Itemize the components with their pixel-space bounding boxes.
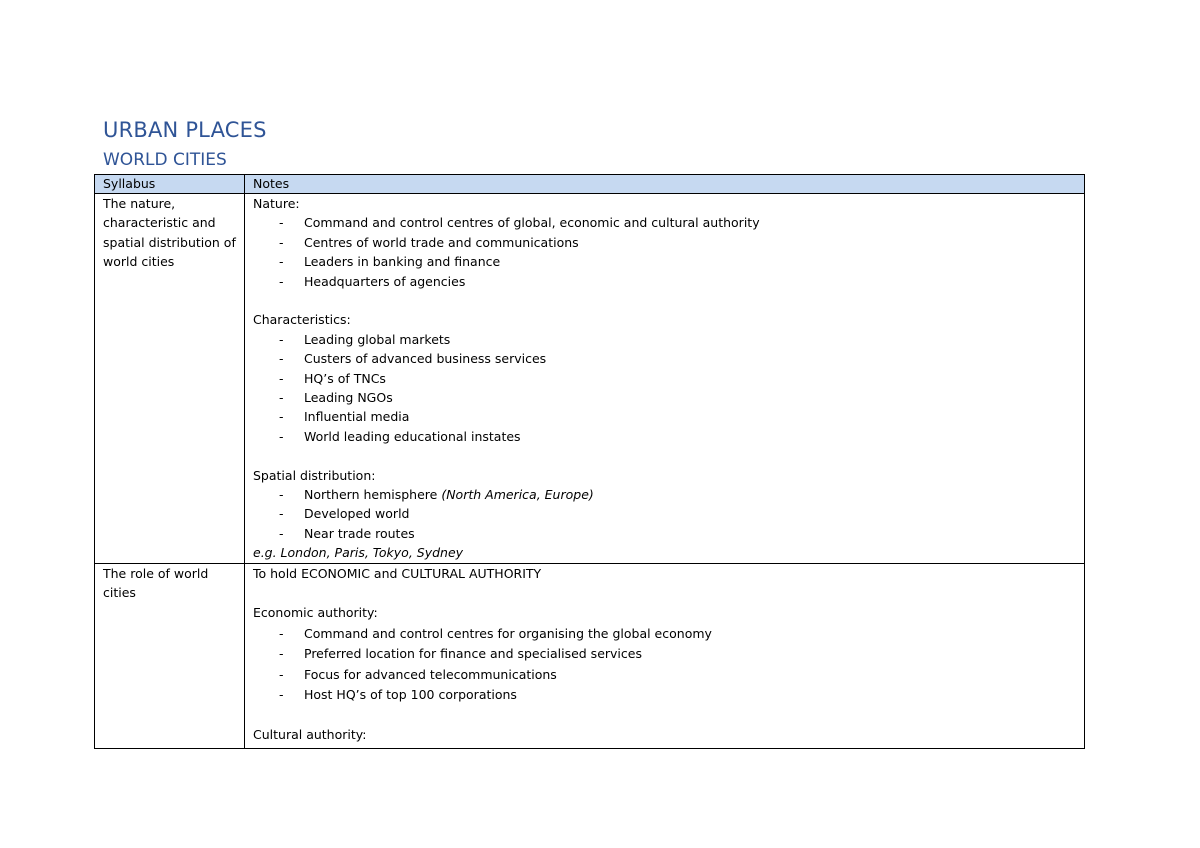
- section-heading-spatial: Spatial distribution:: [253, 467, 376, 483]
- examples-footnote: e.g. London, Paris, Tokyo, Sydney: [253, 545, 464, 561]
- dash-icon: -: [279, 254, 284, 270]
- list-item-example: (North America, Europe): [441, 487, 594, 503]
- list-item: - World leading educational instates: [253, 427, 1078, 446]
- list-item: - Developed world: [253, 504, 1078, 523]
- list-item: - Leading NGOs: [253, 388, 1078, 407]
- notes-table: [94, 174, 1085, 749]
- table-row: [95, 194, 1085, 564]
- syllabus-text: The role of world cities: [103, 565, 209, 601]
- dash-icon: -: [279, 215, 284, 231]
- dash-icon: -: [279, 409, 284, 425]
- list-item: - Preferred location for finance and specialised services: [253, 644, 1078, 664]
- notes-cell: [245, 563, 1085, 748]
- list-item: - Northern hemisphere (North America, Europe): [253, 485, 1078, 504]
- syllabus-cell: [95, 194, 245, 564]
- dash-icon: -: [279, 370, 284, 386]
- role-intro: To hold ECONOMIC and CULTURAL AUTHORITY: [253, 565, 542, 581]
- list-item: - Command and control centres for organising the global economy: [253, 624, 1078, 644]
- paragraph-spacer: [253, 446, 1078, 465]
- dash-icon: -: [279, 390, 284, 406]
- dash-icon: -: [279, 525, 284, 541]
- paragraph-spacer: [253, 584, 1078, 603]
- list-item: - Centres of world trade and communications: [253, 233, 1078, 252]
- syllabus-cell: [95, 563, 245, 748]
- dash-icon: -: [279, 625, 284, 641]
- dash-icon: -: [279, 646, 284, 662]
- document-title: URBAN PLACES: [103, 118, 267, 142]
- dash-icon: -: [279, 428, 284, 444]
- list-item: - Leaders in banking and finance: [253, 252, 1078, 271]
- dash-icon: -: [279, 351, 284, 367]
- paragraph-spacer: [253, 706, 1078, 725]
- dash-icon: -: [279, 234, 284, 250]
- table-header-row: [95, 175, 1085, 194]
- list-item: - Host HQ’s of top 100 corporations: [253, 685, 1078, 705]
- dash-icon: -: [279, 666, 284, 682]
- list-item: - Command and control centres of global, economic and cultural authority: [253, 213, 1078, 232]
- list-item: - Custers of advanced business services: [253, 349, 1078, 368]
- spatial-list: [253, 485, 1078, 543]
- list-item: - Headquarters of agencies: [253, 272, 1078, 291]
- list-item: - Focus for advanced telecommunications: [253, 665, 1078, 685]
- document-subtitle: WORLD CITIES: [103, 150, 227, 170]
- list-item: - Leading global markets: [253, 330, 1078, 349]
- header-syllabus: Syllabus: [95, 175, 245, 194]
- dash-icon: -: [279, 506, 284, 522]
- table-row: [95, 563, 1085, 748]
- list-item: - HQ’s of TNCs: [253, 369, 1078, 388]
- nature-list: [253, 213, 1078, 291]
- economic-list: [253, 624, 1078, 706]
- list-item: - Influential media: [253, 407, 1078, 426]
- notes-cell: [245, 194, 1085, 564]
- section-heading-cultural: Cultural authority:: [253, 726, 367, 742]
- header-notes: Notes: [245, 175, 1085, 194]
- dash-icon: -: [279, 487, 284, 503]
- characteristics-list: [253, 330, 1078, 446]
- paragraph-spacer: [253, 291, 1078, 310]
- dash-icon: -: [279, 273, 284, 289]
- section-heading-nature: Nature:: [253, 196, 300, 211]
- dash-icon: -: [279, 687, 284, 703]
- section-heading-economic: Economic authority:: [253, 605, 378, 621]
- dash-icon: -: [279, 331, 284, 347]
- list-item: - Near trade routes: [253, 524, 1078, 543]
- section-heading-characteristics: Characteristics:: [253, 312, 351, 328]
- syllabus-text: The nature, characteristic and spatial distribution of world cities: [103, 196, 236, 270]
